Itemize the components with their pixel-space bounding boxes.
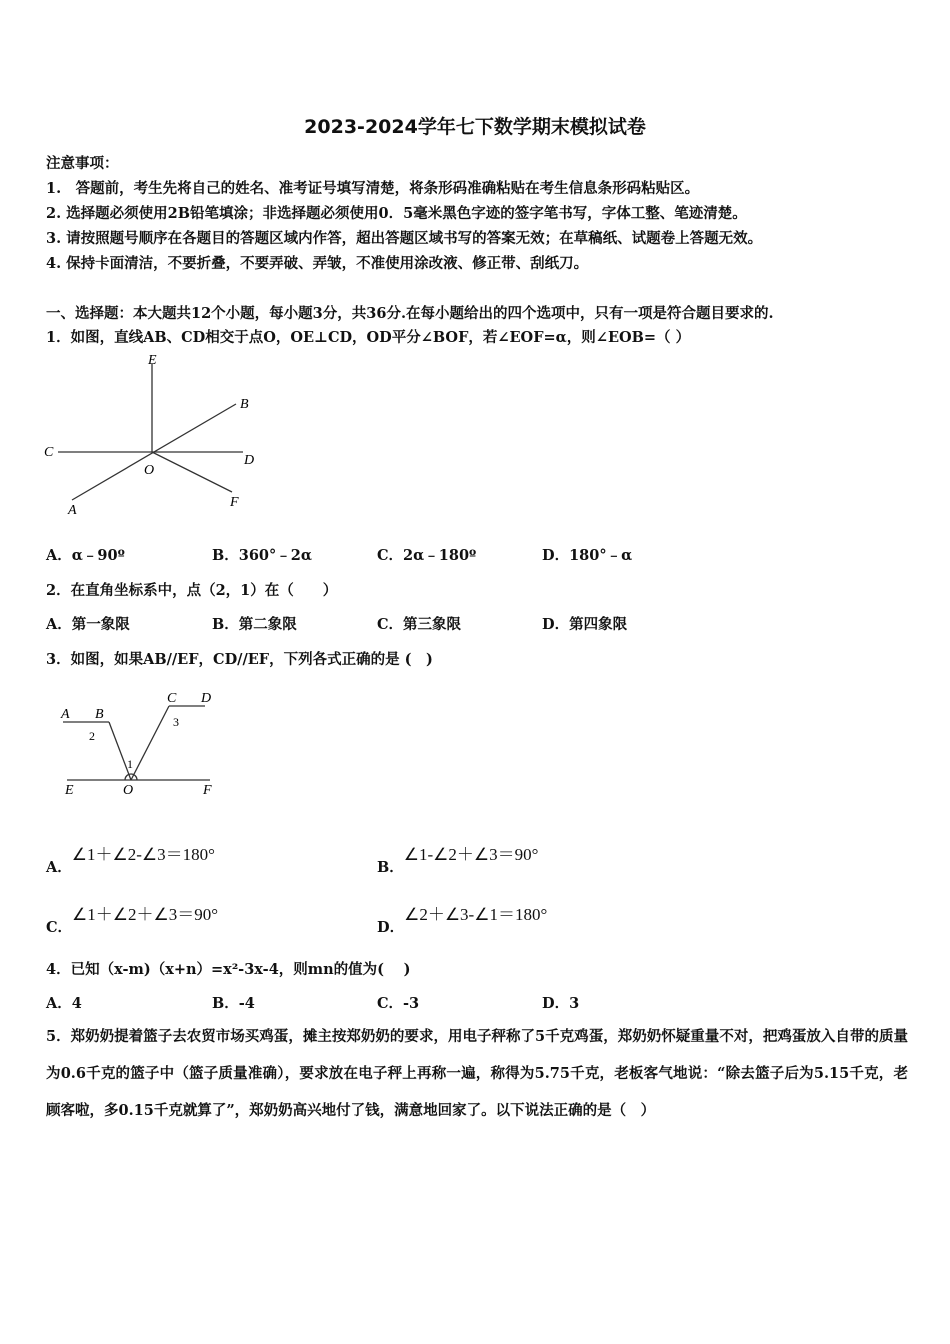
- q2-option-a[interactable]: A．第一象限: [46, 616, 130, 633]
- label-b: B: [95, 707, 104, 722]
- notice-item: 3. 请按照题号顺序在各题目的答题区域内作答，超出答题区域书写的答案无效；在草稿纸、试题卷上答题无效。: [46, 230, 763, 247]
- question-2-stem: 2．在直角坐标系中，点（2，1）在（ ）: [46, 582, 338, 599]
- q3-option-d[interactable]: [377, 905, 548, 937]
- label-d: D: [201, 691, 212, 706]
- option-expr: ∠1-∠2＋∠3＝90°: [403, 845, 539, 864]
- q3-option-c[interactable]: [46, 905, 219, 937]
- q4-option-c[interactable]: C．-3: [377, 995, 420, 1012]
- q4-option-b[interactable]: B．-4: [212, 995, 255, 1012]
- notice-heading: 注意事项：: [46, 155, 119, 172]
- label-b: B: [240, 397, 249, 412]
- question-1-figure: [40, 352, 270, 522]
- q1-option-d[interactable]: D．180°﹣α: [542, 547, 633, 564]
- q1-option-a[interactable]: A．α﹣90º: [46, 547, 125, 564]
- option-expr: ∠2＋∠3-∠1＝180°: [404, 905, 548, 924]
- angle-2: 2: [89, 729, 95, 743]
- option-expr: ∠1＋∠2-∠3＝180°: [71, 845, 215, 864]
- section-heading: 一、选择题：本大题共12个小题，每小题3分，共36分.在每小题给出的四个选项中，只有一项是符合题目要求的.: [46, 305, 774, 322]
- q4-option-d[interactable]: D．3: [542, 995, 580, 1012]
- option-expr: ∠1＋∠2＋∠3＝90°: [72, 905, 219, 924]
- option-letter: B．: [377, 859, 404, 876]
- notice-item: 4. 保持卡面清洁，不要折叠，不要弄破、弄皱，不准使用涂改液、修正带、刮纸刀。: [46, 255, 589, 272]
- q2-option-c[interactable]: C．第三象限: [377, 616, 462, 633]
- label-a: A: [68, 503, 77, 518]
- question-3-stem: 3．如图，如果AB//EF，CD//EF，下列各式正确的是 ( ): [46, 651, 433, 668]
- q4-option-a[interactable]: A．4: [46, 995, 82, 1012]
- label-o: O: [123, 783, 134, 798]
- q2-option-b[interactable]: B．第二象限: [212, 616, 297, 633]
- q1-option-c[interactable]: C．2α﹣180º: [377, 547, 477, 564]
- question-5-stem: 5．郑奶奶提着篮子去农贸市场买鸡蛋，摊主按郑奶奶的要求，用电子秤称了5千克鸡蛋，郑奶奶怀疑重量不对，把鸡蛋放入自带的质量为0.6千克的篮子中（篮子质量准确），要求放在电子秤上再称一遍，称得为5.75千克，老板客气地说：“除去篮子后为5.15千克，老顾客啦，多0.15千克就算了”，郑奶奶高兴地付了钱，满意地回家了。以下说法正确的是（ ）: [46, 1028, 908, 1119]
- option-letter: A．: [46, 859, 72, 876]
- label-d: D: [244, 453, 255, 468]
- question-4-stem: 4．已知（x-m)（x+n）=x²-3x-4，则mn的值为( ): [46, 961, 411, 978]
- label-o: O: [144, 463, 155, 478]
- question-3-figure: [55, 688, 225, 800]
- q3-option-b[interactable]: [377, 845, 539, 877]
- label-c: C: [44, 445, 54, 460]
- label-a: A: [61, 707, 70, 722]
- option-letter: C．: [46, 919, 73, 936]
- option-letter: D．: [377, 919, 405, 936]
- label-e: E: [148, 353, 157, 368]
- label-c: C: [167, 691, 177, 706]
- label-e: E: [65, 783, 74, 798]
- label-f: F: [230, 495, 239, 510]
- page-title: 2023-2024学年七下数学期末模拟试卷: [304, 116, 646, 138]
- q1-option-b[interactable]: B．360°﹣2α: [212, 547, 313, 564]
- question-1-stem: 1．如图，直线AB、CD相交于点O，OE⊥CD，OD平分∠BOF，若∠EOF=α，则∠EOB=（ ）: [46, 329, 691, 346]
- notice-item: 1. 答题前，考生先将自己的姓名、准考证号填写清楚，将条形码准确粘贴在考生信息条形码粘贴区。: [46, 180, 700, 197]
- angle-1: 1: [127, 757, 133, 771]
- angle-3: 3: [173, 715, 179, 729]
- q3-option-a[interactable]: [46, 845, 215, 877]
- notice-item: 2. 选择题必须使用2B铅笔填涂；非选择题必须使用0．5毫米黑色字迹的签字笔书写，字体工整、笔迹清楚。: [46, 205, 747, 222]
- q2-option-d[interactable]: D．第四象限: [542, 616, 628, 633]
- label-f: F: [203, 783, 212, 798]
